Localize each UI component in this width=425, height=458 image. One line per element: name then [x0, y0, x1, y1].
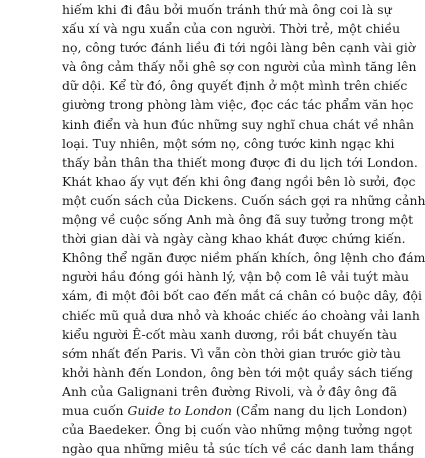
text-line: người hầu đóng gói hành lý, vận bộ com lê vải tuýt màu: [62, 269, 409, 285]
text-line: khởi hành đến London, ông bèn tới một quầy sách tiếng: [62, 364, 413, 380]
text-line: ngào qua những miêu tả súc tích về các danh lam thắng: [62, 441, 415, 457]
text-segment: (Cẩm nang du lịch London): [231, 402, 408, 418]
text-segment: mua cuốn: [62, 402, 128, 418]
body-text: [62, 0, 425, 458]
text-line: nọ, công tước đánh liều đi tới ngôi làng bên cạnh vài giờ: [62, 40, 416, 56]
text-line: và ông cảm thấy nỗi ghê sợ con người của mình tăng lên: [62, 59, 417, 75]
text-line: Anh của Galignani trên đường Rivoli, và ở đây ông đã: [62, 383, 398, 399]
text-line: hiếm khi đi đâu bởi muốn tránh thứ mà ông coi là sự: [62, 2, 392, 17]
book-title-italic: Guide to London: [127, 402, 232, 418]
text-line: giường trong phòng làm việc, đọc các tác phẩm văn học: [62, 97, 414, 113]
text-line: loại. Tuy nhiên, một sớm nọ, công tước kinh ngạc khi: [62, 135, 395, 151]
text-line: [62, 401, 408, 420]
text-line: kinh điển và hun đúc những suy nghĩ chua chát về nhân: [62, 116, 415, 132]
text-line: mộng về cuộc sống Anh mà ông đã suy tưởng trong một: [62, 212, 414, 228]
text-line: một cuốn sách của Dickens. Cuốn sách gợi ra những cảnh: [62, 192, 425, 208]
text-line: xám, đi một đôi bốt cao đến mắt cá chân có buộc dây, đội: [62, 288, 422, 304]
text-line: xấu xí và ngu xuẩn của con người. Thời trẻ, một chiều: [62, 21, 401, 37]
text-line: Không thể ngăn được niềm phấn khích, ông lệnh cho đám: [62, 250, 425, 266]
text-line: kiểu người Ê-cốt màu xanh dương, rồi bắt chuyến tàu: [62, 326, 398, 342]
text-line: chiếc mũ quả dưa nhỏ và khoác chiếc áo choàng vải lanh: [62, 307, 420, 323]
text-line: dữ dội. Kể từ đó, ông quyết định ở một mình trên chiếc: [62, 78, 408, 94]
text-line: sớm nhất đến Paris. Vì vẫn còn thời gian trước giờ tàu: [62, 345, 401, 361]
text-line: thấy bản thân tha thiết mong được đi du lịch tới London.: [62, 154, 418, 170]
text-line: của Baedeker. Ông bị cuốn vào những mộng tưởng ngọt: [62, 422, 413, 438]
text-line: thời gian dài và ngày càng khao khát được chứng kiến.: [62, 231, 406, 247]
text-line: Khát khao ấy vụt đến khi ông đang ngồi bên lò sưởi, đọc: [62, 173, 416, 189]
